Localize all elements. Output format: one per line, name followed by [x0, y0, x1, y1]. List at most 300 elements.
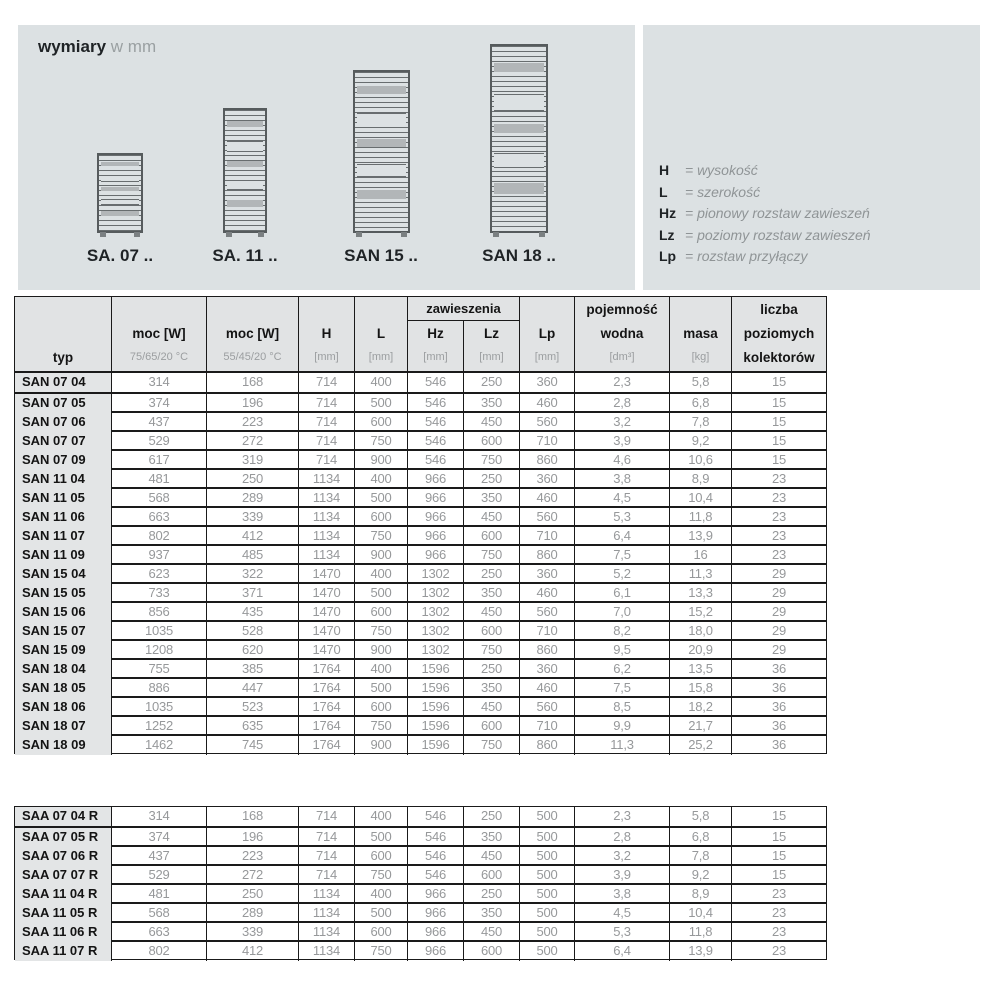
row-value-cell: 900: [354, 451, 407, 470]
row-value-cell: 4,5: [574, 489, 669, 508]
row-type-cell: SAN 18 04: [15, 660, 111, 679]
row-value-cell: 11,3: [574, 736, 669, 755]
row-value-cell: 1470: [298, 603, 354, 622]
radiator-window: [101, 175, 139, 182]
row-value-cell: 500: [519, 942, 574, 961]
row-value-cell: 750: [354, 527, 407, 546]
row-value-cell: 714: [298, 451, 354, 470]
radiator-band: [101, 187, 139, 191]
row-value-cell: 250: [463, 660, 519, 679]
row-value-cell: 1596: [407, 679, 463, 698]
row-value-cell: 1302: [407, 565, 463, 584]
row-value-cell: 289: [206, 489, 298, 508]
row-value-cell: 714: [298, 866, 354, 885]
radiator-foot: [100, 232, 106, 237]
header-pojemnosc: pojemność wodna [dm³]: [574, 297, 669, 371]
row-value-cell: 435: [206, 603, 298, 622]
row-value-cell: 966: [407, 546, 463, 565]
row-value-cell: 546: [407, 413, 463, 432]
row-value-cell: 500: [354, 489, 407, 508]
row-value-cell: 23: [731, 942, 826, 961]
radiator-band: [494, 124, 544, 133]
row-value-cell: 36: [731, 698, 826, 717]
row-value-cell: 600: [354, 603, 407, 622]
row-value-cell: 3,8: [574, 470, 669, 489]
legend-desc: = pionowy rozstaw zawieszeń: [685, 205, 870, 221]
radiator-window: [227, 180, 263, 190]
model-label-sa11: SA. 11 ..: [212, 246, 278, 265]
row-value-cell: 966: [407, 470, 463, 489]
row-value-cell: 5,8: [669, 807, 731, 826]
model-label-san15: SAN 15 ..: [344, 246, 418, 265]
row-value-cell: 15: [731, 451, 826, 470]
row-value-cell: 600: [354, 923, 407, 942]
row-type-cell: SAN 15 07: [15, 622, 111, 641]
row-type-cell: SAN 18 07: [15, 717, 111, 736]
panel-title-unit: w mm: [110, 37, 157, 56]
row-value-cell: 15: [731, 373, 826, 392]
row-value-cell: 272: [206, 432, 298, 451]
row-value-cell: 339: [206, 508, 298, 527]
row-value-cell: 755: [111, 660, 206, 679]
header-masa: masa [kg]: [669, 297, 731, 371]
row-type-cell: SAN 07 05: [15, 394, 111, 413]
legend-item-h: [659, 163, 871, 185]
row-value-cell: 36: [731, 679, 826, 698]
row-value-cell: 371: [206, 584, 298, 603]
row-value-cell: 600: [354, 508, 407, 527]
row-value-cell: 714: [298, 828, 354, 847]
row-value-cell: 856: [111, 603, 206, 622]
row-type-cell: SAN 07 06: [15, 413, 111, 432]
row-value-cell: 10,4: [669, 489, 731, 508]
row-value-cell: 460: [519, 489, 574, 508]
radiator-band: [101, 162, 139, 166]
row-value-cell: 2,3: [574, 373, 669, 392]
row-value-cell: 350: [463, 828, 519, 847]
row-value-cell: 600: [463, 942, 519, 961]
row-value-cell: 617: [111, 451, 206, 470]
row-value-cell: 20,9: [669, 641, 731, 660]
row-value-cell: 23: [731, 470, 826, 489]
row-value-cell: 1302: [407, 641, 463, 660]
row-value-cell: 6,4: [574, 942, 669, 961]
row-value-cell: 900: [354, 736, 407, 755]
panel-title: [38, 37, 156, 57]
radiator-illustration-san18: [490, 44, 548, 233]
table-row: [15, 696, 826, 715]
row-value-cell: 500: [354, 394, 407, 413]
row-value-cell: 374: [111, 828, 206, 847]
radiator-foot: [258, 232, 264, 237]
row-type-cell: SAA 07 07 R: [15, 866, 111, 885]
legend-key: H: [659, 162, 670, 178]
row-value-cell: 1764: [298, 679, 354, 698]
row-value-cell: 546: [407, 373, 463, 392]
legend: [659, 163, 871, 271]
row-value-cell: 18,2: [669, 698, 731, 717]
row-value-cell: 750: [354, 942, 407, 961]
row-value-cell: 15: [731, 413, 826, 432]
row-value-cell: 1134: [298, 942, 354, 961]
row-type-cell: SAA 11 06 R: [15, 923, 111, 942]
row-value-cell: 29: [731, 641, 826, 660]
row-value-cell: 560: [519, 508, 574, 527]
row-value-cell: 750: [463, 451, 519, 470]
row-value-cell: 1462: [111, 736, 206, 755]
table-row: [15, 715, 826, 734]
row-value-cell: 9,2: [669, 866, 731, 885]
row-value-cell: 500: [354, 904, 407, 923]
row-value-cell: 272: [206, 866, 298, 885]
row-value-cell: 11,8: [669, 923, 731, 942]
row-value-cell: 11,3: [669, 565, 731, 584]
row-value-cell: 25,2: [669, 736, 731, 755]
row-value-cell: 250: [463, 807, 519, 826]
row-value-cell: 15: [731, 866, 826, 885]
row-value-cell: 5,3: [574, 923, 669, 942]
table-row: [15, 373, 826, 392]
radiator-foot: [493, 232, 499, 237]
row-value-cell: 10,4: [669, 904, 731, 923]
row-value-cell: 1470: [298, 584, 354, 603]
row-value-cell: 450: [463, 847, 519, 866]
row-value-cell: 500: [354, 828, 407, 847]
row-value-cell: 7,0: [574, 603, 669, 622]
row-value-cell: 400: [354, 470, 407, 489]
row-value-cell: 1134: [298, 923, 354, 942]
row-value-cell: 23: [731, 885, 826, 904]
san-table: [14, 296, 827, 754]
row-value-cell: 8,5: [574, 698, 669, 717]
row-value-cell: 1470: [298, 622, 354, 641]
row-value-cell: 5,3: [574, 508, 669, 527]
row-value-cell: 1764: [298, 698, 354, 717]
row-value-cell: 663: [111, 508, 206, 527]
row-value-cell: 9,2: [669, 432, 731, 451]
row-value-cell: 322: [206, 565, 298, 584]
row-value-cell: 23: [731, 923, 826, 942]
row-value-cell: 900: [354, 546, 407, 565]
table-row: [15, 734, 826, 753]
row-value-cell: 500: [519, 828, 574, 847]
radiator-band: [101, 211, 139, 216]
row-value-cell: 1596: [407, 736, 463, 755]
row-value-cell: 15: [731, 432, 826, 451]
row-value-cell: 1252: [111, 717, 206, 736]
row-value-cell: 36: [731, 736, 826, 755]
table-row: [15, 430, 826, 449]
radiator-band: [227, 121, 263, 127]
row-value-cell: 1134: [298, 470, 354, 489]
table-row: [15, 639, 826, 658]
row-value-cell: 1596: [407, 717, 463, 736]
row-value-cell: 860: [519, 451, 574, 470]
row-value-cell: 500: [354, 679, 407, 698]
header-l: L [mm]: [354, 297, 407, 371]
row-value-cell: 546: [407, 432, 463, 451]
row-value-cell: 714: [298, 432, 354, 451]
row-value-cell: 450: [463, 508, 519, 527]
radiator-window: [357, 113, 406, 127]
row-value-cell: 8,9: [669, 885, 731, 904]
radiator-band: [494, 63, 544, 72]
row-type-cell: SAN 15 04: [15, 565, 111, 584]
row-value-cell: 9,5: [574, 641, 669, 660]
row-value-cell: 2,8: [574, 394, 669, 413]
row-value-cell: 29: [731, 603, 826, 622]
row-value-cell: 289: [206, 904, 298, 923]
row-value-cell: 966: [407, 904, 463, 923]
row-value-cell: 7,8: [669, 413, 731, 432]
row-value-cell: 966: [407, 942, 463, 961]
row-value-cell: 412: [206, 942, 298, 961]
row-value-cell: 745: [206, 736, 298, 755]
row-value-cell: 966: [407, 923, 463, 942]
legend-item-l: [659, 185, 871, 207]
row-value-cell: 546: [407, 451, 463, 470]
panel-title-bold: wymiary: [38, 37, 107, 56]
radiator-foot: [539, 232, 545, 237]
row-type-cell: SAA 11 07 R: [15, 942, 111, 961]
row-value-cell: 966: [407, 527, 463, 546]
row-value-cell: 500: [519, 885, 574, 904]
row-value-cell: 447: [206, 679, 298, 698]
legend-desc: = szerokość: [685, 183, 761, 200]
row-value-cell: 4,5: [574, 904, 669, 923]
row-value-cell: 15: [731, 394, 826, 413]
legend-key: Lp: [659, 248, 677, 264]
row-value-cell: 500: [519, 904, 574, 923]
row-value-cell: 1764: [298, 660, 354, 679]
row-value-cell: 15: [731, 807, 826, 826]
row-value-cell: 546: [407, 828, 463, 847]
radiator-illustration-sa11: [223, 108, 267, 233]
row-value-cell: 15: [731, 847, 826, 866]
row-type-cell: SAN 18 06: [15, 698, 111, 717]
row-value-cell: 750: [354, 866, 407, 885]
row-value-cell: 23: [731, 508, 826, 527]
row-value-cell: 250: [463, 373, 519, 392]
table-row: [15, 658, 826, 677]
row-value-cell: 3,2: [574, 413, 669, 432]
row-value-cell: 560: [519, 698, 574, 717]
row-value-cell: 13,9: [669, 527, 731, 546]
row-value-cell: 36: [731, 660, 826, 679]
table-row: [15, 449, 826, 468]
table-row: [15, 506, 826, 525]
radiator-foot: [356, 232, 362, 237]
row-value-cell: 314: [111, 373, 206, 392]
row-value-cell: 546: [407, 394, 463, 413]
dimensions-panel: [18, 25, 635, 290]
row-type-cell: SAN 15 05: [15, 584, 111, 603]
row-value-cell: 400: [354, 660, 407, 679]
row-value-cell: 529: [111, 432, 206, 451]
row-value-cell: 23: [731, 546, 826, 565]
row-value-cell: 223: [206, 847, 298, 866]
header-h: H [mm]: [298, 297, 354, 371]
saa-table: [14, 806, 827, 960]
row-value-cell: 350: [463, 584, 519, 603]
legend-desc: = rozstaw przyłączy: [685, 248, 808, 264]
row-value-cell: 450: [463, 923, 519, 942]
row-value-cell: 966: [407, 489, 463, 508]
table-row: [15, 487, 826, 506]
row-value-cell: 6,8: [669, 394, 731, 413]
row-value-cell: 360: [519, 470, 574, 489]
row-value-cell: 23: [731, 489, 826, 508]
row-type-cell: SAA 11 04 R: [15, 885, 111, 904]
row-type-cell: SAN 07 04: [15, 373, 111, 392]
row-value-cell: 750: [354, 622, 407, 641]
row-type-cell: SAN 07 07: [15, 432, 111, 451]
legend-key: Hz: [659, 205, 677, 221]
radiator-foot: [401, 232, 407, 237]
row-value-cell: 860: [519, 736, 574, 755]
radiator-window: [357, 164, 406, 177]
row-value-cell: 600: [463, 527, 519, 546]
row-value-cell: 481: [111, 470, 206, 489]
row-value-cell: 319: [206, 451, 298, 470]
table-row: [15, 883, 826, 902]
row-value-cell: 714: [298, 847, 354, 866]
row-value-cell: 568: [111, 489, 206, 508]
san-table-body: [15, 373, 826, 753]
row-value-cell: 412: [206, 527, 298, 546]
table-row: [15, 620, 826, 639]
legend-key: Lz: [659, 226, 675, 243]
row-type-cell: SAN 11 09: [15, 546, 111, 565]
row-type-cell: SAN 11 05: [15, 489, 111, 508]
row-value-cell: 600: [354, 847, 407, 866]
row-type-cell: SAN 15 06: [15, 603, 111, 622]
row-value-cell: 314: [111, 807, 206, 826]
row-value-cell: 750: [354, 717, 407, 736]
row-value-cell: 360: [519, 660, 574, 679]
row-value-cell: 1596: [407, 660, 463, 679]
legend-item-lp: [659, 249, 871, 271]
table-row: [15, 921, 826, 940]
row-value-cell: 400: [354, 373, 407, 392]
table-row: [15, 807, 826, 826]
row-value-cell: 481: [111, 885, 206, 904]
row-value-cell: 600: [463, 622, 519, 641]
row-value-cell: 2,3: [574, 807, 669, 826]
row-value-cell: 529: [111, 866, 206, 885]
row-value-cell: 360: [519, 373, 574, 392]
row-value-cell: 168: [206, 807, 298, 826]
row-value-cell: 385: [206, 660, 298, 679]
table-row: [15, 582, 826, 601]
table-row: [15, 902, 826, 921]
row-type-cell: SAN 15 09: [15, 641, 111, 660]
row-value-cell: 5,2: [574, 565, 669, 584]
legend-desc: = wysokość: [685, 162, 758, 178]
row-value-cell: 250: [206, 885, 298, 904]
row-value-cell: 460: [519, 584, 574, 603]
radiator-band: [227, 200, 263, 207]
row-value-cell: 1302: [407, 622, 463, 641]
saa-table-body: [15, 807, 826, 959]
row-value-cell: 29: [731, 584, 826, 603]
row-value-cell: 360: [519, 565, 574, 584]
row-type-cell: SAA 11 05 R: [15, 904, 111, 923]
header-typ: typ: [52, 350, 74, 365]
legend-item-lz: [659, 228, 871, 250]
row-value-cell: 710: [519, 717, 574, 736]
row-value-cell: 460: [519, 679, 574, 698]
row-value-cell: 750: [463, 736, 519, 755]
radiator-band: [494, 183, 544, 194]
row-value-cell: 560: [519, 603, 574, 622]
table-row: [15, 525, 826, 544]
row-value-cell: 966: [407, 508, 463, 527]
row-value-cell: 886: [111, 679, 206, 698]
row-value-cell: 13,9: [669, 942, 731, 961]
table-row: [15, 544, 826, 563]
header-hz: Hz [mm]: [407, 321, 463, 371]
row-value-cell: 600: [354, 698, 407, 717]
row-value-cell: 7,5: [574, 679, 669, 698]
row-value-cell: 250: [206, 470, 298, 489]
row-value-cell: 500: [519, 807, 574, 826]
row-value-cell: 500: [519, 923, 574, 942]
legend-desc: = poziomy rozstaw zawieszeń: [685, 226, 871, 243]
radiator-band: [227, 161, 263, 167]
row-value-cell: 9,9: [574, 717, 669, 736]
row-value-cell: 523: [206, 698, 298, 717]
row-value-cell: 750: [354, 432, 407, 451]
row-value-cell: 663: [111, 923, 206, 942]
row-value-cell: 802: [111, 942, 206, 961]
radiator-foot: [134, 232, 140, 237]
row-value-cell: 635: [206, 717, 298, 736]
radiator-band: [357, 190, 406, 200]
radiator-band: [357, 86, 406, 94]
row-value-cell: 733: [111, 584, 206, 603]
radiator-window: [494, 153, 544, 168]
row-value-cell: 900: [354, 641, 407, 660]
header-lp: Lp [mm]: [519, 297, 574, 371]
row-value-cell: 15: [731, 828, 826, 847]
row-value-cell: 350: [463, 679, 519, 698]
row-value-cell: 500: [519, 866, 574, 885]
row-value-cell: 710: [519, 527, 574, 546]
row-value-cell: 8,2: [574, 622, 669, 641]
row-value-cell: 1134: [298, 508, 354, 527]
radiator-window: [101, 199, 139, 205]
row-value-cell: 3,9: [574, 866, 669, 885]
row-value-cell: 1764: [298, 717, 354, 736]
row-value-cell: 528: [206, 622, 298, 641]
row-value-cell: 1134: [298, 885, 354, 904]
row-type-cell: SAN 18 05: [15, 679, 111, 698]
header-lz: Lz [mm]: [463, 321, 519, 371]
row-value-cell: 2,8: [574, 828, 669, 847]
table-row: [15, 411, 826, 430]
row-value-cell: 1764: [298, 736, 354, 755]
row-value-cell: 250: [463, 885, 519, 904]
legend-key: L: [659, 183, 668, 200]
radiator-illustration-sa07: [97, 153, 143, 233]
radiator-band: [357, 139, 406, 147]
row-value-cell: 1035: [111, 622, 206, 641]
row-value-cell: 460: [519, 394, 574, 413]
row-value-cell: 18,0: [669, 622, 731, 641]
table-row: [15, 392, 826, 411]
table-row: [15, 940, 826, 959]
